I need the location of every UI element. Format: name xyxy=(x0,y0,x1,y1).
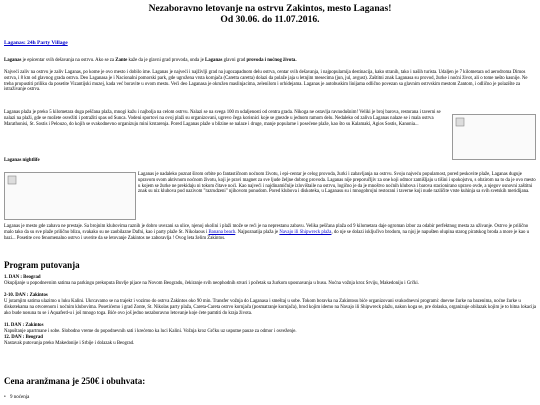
title-line-1: Nezaboravno letovanje na ostrvu Zakintos, mesto Laganas! xyxy=(148,3,392,14)
day-2-text: U jutarnjim satima ulazimo u luku Kalini. Ukrcavamo se na trajekt i vozimo do ostrva Zakintos oko 90 min. Transfer vožnja do Laganasa i smeštaj u sobe. Tokom boravka na Zakintosu biće organizovani svakodnevni programi: dnevne žurke na bazenima, noćne žurke u diskotekama na otvorenom i noćnim klubovima. Posetićemo i grad Zonte, St. Nikolas party plaža, Careta-Careta ostrvo kornjača (posmatranje kornjača), brod kojim idemo na Navajo ili Shipwreck plažu, nakon koga se, pre dolaska, organizuje obilazak kojim je to hitna lokacija ako bude nosuna tu se i Aquaferd-u i još mnogo toga. Biće ovo još jedno nezaboravno letovanje koje ćete pamtiti do kraja života. xyxy=(4,299,536,316)
paragraph-nightlife: Laganas je nadaleko poznat širom orbite po fantastičnom noćnom životu, i epi-centar je celog provoda, žurki i zabavljanja na ostrvu. Svoju najveću popularnost, pored peskovite plaže, Laganas duguje upravom svom aktivnom noćnom životu, koji je pravi magnet za sve ljude željne dobrog provoda. Laganas nije preporučljiv za one koji odmor zamišljaju u tišini i spokojstvu, s obzirom na to da je ovo mesto u kojem se žurke ne prekidaju ni tokom čitave noći. Kao najveći i najdinamičnije izlovištaile na ostrvu, logično je da je mnoštvo noćnih klubova i barova stacionirano upravo ovde, a njegov osnovni zaštitni znak su niz klubova pod nazivom "razrudzeni" njihovom ponudom. Pored klubova i diskoteka, u Laganasu su i mnogobrojni restorani i taverne koji nude različite vrste kuhinja sa svih svetskih meridijana. xyxy=(138,172,536,195)
paragraph-beach: Laganas plaža je preko 5 kilometara duga peščana plaža, mnogi kažu i najbolja na celom ostrvu. Nalazi se na svega 100 m udaljenosti od centra grada. Nikoga ne ostavlja ravnodušnim! Veliki je broj barova, restorana i taverni se nalazi na plaži, gde se možete osvežiti i potražiti spas od Sunca. Vodeni sportovi na ovoj plaži su organizovani, ugrevo čega korisnici koje se gnezde u jednom ramom delu. Nedaleko od zaliva Laganas nalaze se i mala ostrva Marathonisi, St. Sostis i Pelouzo, do kojih se svakodnevno organizuju mini krstarenja. Pored Laganas plaže u blizine se nalaze i druge, manje popularne i posećene plaže, kao što su Kalamaki, Agios Sostis, Kanonia... xyxy=(4,110,441,127)
intro-bold-1: Laganas xyxy=(4,58,22,63)
page-title xyxy=(0,3,540,25)
nightlife-heading: Laganas nightlife xyxy=(4,158,40,163)
image-icon xyxy=(453,115,535,159)
party-text-mid: . Najpoznatija plaža je xyxy=(235,229,280,235)
intro-text-2: kaže da je glavni grad provoda, onda je xyxy=(127,58,206,63)
day-1-title: 1. DAN : Beograd xyxy=(4,275,41,280)
price-item: • 9 noćenja xyxy=(10,395,29,400)
program-heading: Program putovanja xyxy=(4,260,80,270)
day-1-text: Okupljanje u popodnevnim satima na parkingu prekoputa Buvlje pijace na Novom Beogradu, čekiranje svih neophodnih stvari i početak sa žurkom uposnavanja u busu. Noćna vožnja kroz Srviju, Makedoniju i Grčki. xyxy=(4,281,419,286)
navajo-beach-link[interactable]: Navajo ili Shipwreck plaža xyxy=(279,229,332,235)
intro-paragraph xyxy=(4,58,536,64)
day-12-text: Nastavak putovanja preko Makedonije i Srbije i dolazak u Beograd. xyxy=(4,341,135,346)
day-11-text: Napuštanje apartmane i sobe. Slobodno vreme do popodnevnih sati i krećemo ka luci Kalini. Vožnja kroz Grčku uz usputne pauze za odmor i osveženje. xyxy=(4,329,297,334)
day-12-title: 12. DAN : Beograd xyxy=(4,335,43,340)
day-11-title: 11. DAN : Zakintos xyxy=(4,323,44,328)
paragraph-party xyxy=(4,224,536,241)
paragraph-about: Najveći zaliv na ostrvu je zaliv Laganas, po kome je ovo mesto i dobilo ime. Laganas je najveći i najživlji grad na jugozapadnom delu ostrva, centar svih dešavanja, i najpopularnija destinacija, kako stranih, tako i naših turista. Udaljen je 7 kilometara od aerodroma Dimos ostrva, i 8 km od glavnog grada ostrva. Deo Laganasa je i Nacionalni pomorski park, gde ugrožena vrsta kornjača (Caretta caretta) dolazi da polaže jaja u letnjim mesecima (jun, jul, avgust). Zaštitni znak Laganasa su provod, žurke i noćni život, ali o tome nešto kasnije. Ne treba propustiti priliku da posetite Vizantijski muzej, kada već boravite u ovom mestu. Veći deo Laganasa je okružen maslinjacima, zelenilom i orhidejama. Laganas je autobuskim linijama odlično povezan sa glavnim ostrvskim mestom Zantom, i odlično je polazište za istraživanje ostrva. xyxy=(4,70,528,93)
banana-beach-link[interactable]: Banana beach xyxy=(208,229,236,235)
title-line-2: Od 30.06. do 11.07.2016. xyxy=(220,14,320,25)
intro-bold-4: provoda i noćnog života. xyxy=(246,58,297,63)
price-heading: Cena aranžmana je 250€ i obuhvata: xyxy=(4,376,146,386)
beach-image xyxy=(452,114,536,160)
intro-bold-3: Laganas xyxy=(205,58,223,63)
intro-text-1: je epicentar svih dešavanja na ostrvu. Ako se za xyxy=(21,58,116,63)
day-2-title: 2-10. DAN : Zakintos xyxy=(4,293,48,298)
intro-text-3: glavni grad xyxy=(222,58,247,63)
image-icon xyxy=(5,173,135,219)
party-text: Laganas je mesto gde zabava ne prestaje. Sa brojnim klubovima raznih je dobro uvezani sa ulice, njenoj okolini i plaži može se reći je na neprestanu zabavu. Velika peščana plaža od 9 kilometara daje ogroman izbor za odabir perfektnog mesta za uživanje. Ostrvo je prilično malo tako da su sve plaže prilično blizu, svakako su ne zaobilazne Dafni, kao i party plaže St. Nikolaous i xyxy=(4,224,529,235)
nightlife-image xyxy=(4,172,136,220)
top-link[interactable]: Laganas: 24h Party Village xyxy=(4,40,68,46)
intro-bold-2: Zante xyxy=(115,58,128,63)
party-text-end: , do nje se dolazi isključivo brodom, na njoj je napušten olupina starog piratskog broda a more je kao u bazi... Posetite ovo fenomenalno ostrvo i uverite da se letovanje Zakintos ne zaboravlja ! Ovog leta želim Zakintos. xyxy=(4,229,530,241)
